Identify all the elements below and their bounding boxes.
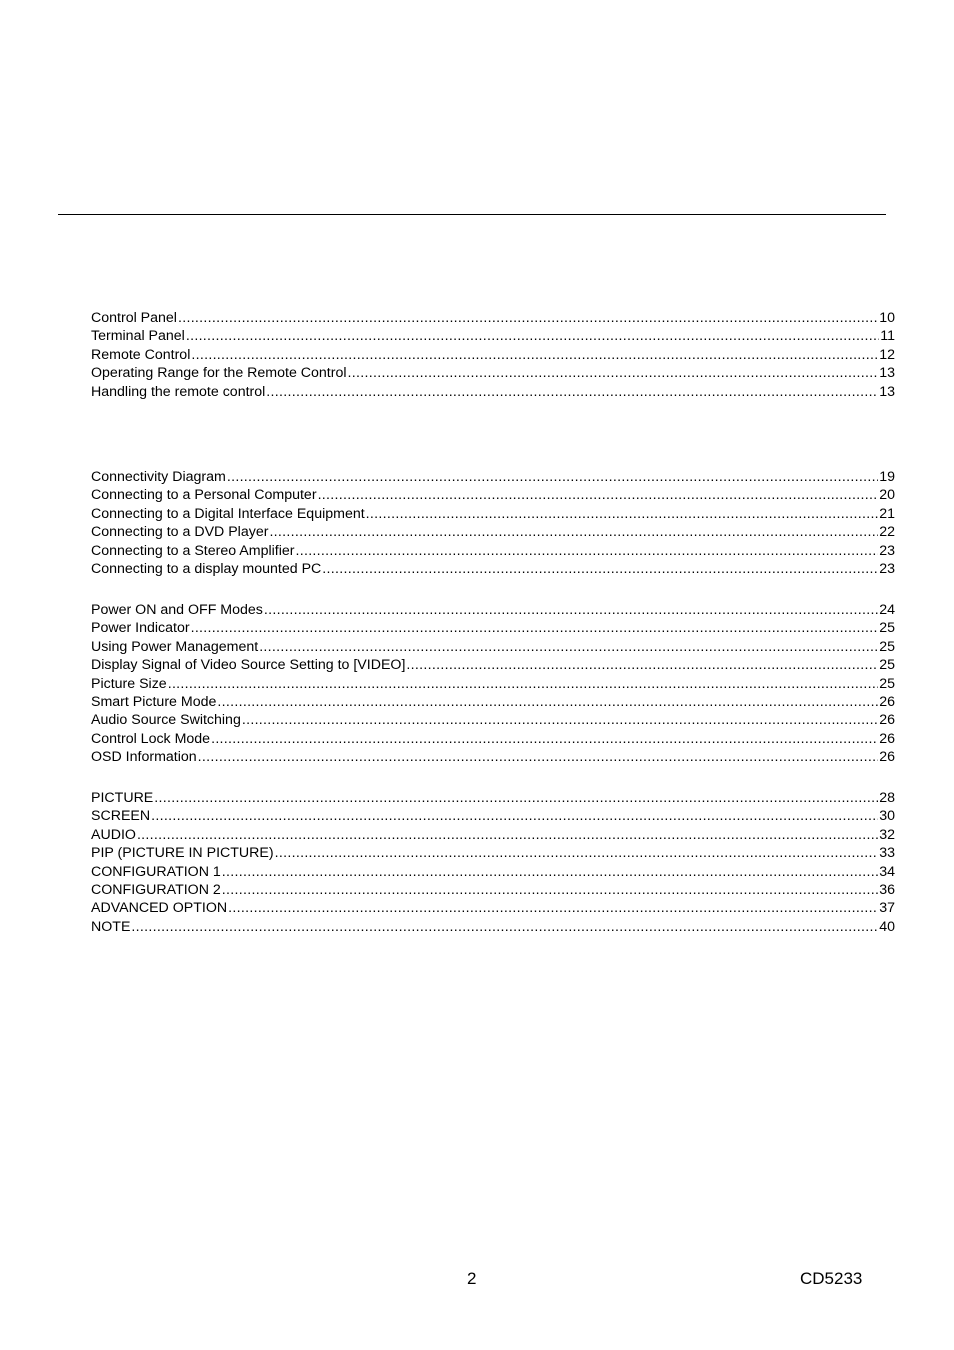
- toc-dot-leader: [269, 523, 878, 541]
- toc-entry: [91, 899, 895, 917]
- toc-dot-leader: [131, 918, 878, 936]
- toc-entry-label: Operating Range for the Remote Control: [91, 365, 347, 382]
- toc-dot-leader: [211, 730, 878, 748]
- toc-dot-leader: [322, 560, 878, 578]
- toc-dot-leader: [198, 748, 879, 766]
- toc-entry: [91, 693, 895, 711]
- toc-dot-leader: [266, 383, 878, 401]
- toc-dot-leader: [295, 542, 878, 560]
- toc-entry-label: NOTE: [91, 918, 131, 935]
- toc-entry: [91, 468, 895, 486]
- toc-entry-page: 37: [879, 900, 895, 917]
- toc-entry-page: 30: [879, 808, 895, 825]
- toc-entry-label: Connecting to a Stereo Amplifier: [91, 542, 295, 559]
- toc-entry-page: 25: [879, 638, 895, 655]
- toc-entry-page: 20: [879, 487, 895, 504]
- toc-entry-page: 23: [879, 560, 895, 577]
- toc-entry-label: SCREEN: [91, 808, 151, 825]
- toc-entry-label: Connecting to a display mounted PC: [91, 560, 322, 577]
- footer-page-number: 2: [467, 1269, 477, 1288]
- toc-dot-leader: [406, 656, 878, 674]
- toc-entry-page: 12: [879, 346, 895, 363]
- toc-entry-label: Control Lock Mode: [91, 730, 211, 747]
- toc-entry: [91, 542, 895, 560]
- toc-entry-page: 10: [879, 310, 895, 326]
- toc-entry-label: CONFIGURATION 2: [91, 881, 221, 898]
- footer-model-name: CD5233: [800, 1269, 863, 1288]
- toc-entry-page: 21: [879, 505, 895, 522]
- toc-section-basic-operation: [91, 601, 895, 767]
- header-rule: [58, 214, 886, 215]
- toc-entry-page: 24: [879, 602, 895, 618]
- toc-entry-page: 19: [879, 469, 895, 485]
- toc-entry-label: OSD Information: [91, 749, 197, 766]
- toc-entry: [91, 619, 895, 637]
- toc-dot-leader: [242, 711, 878, 729]
- toc-entry-label: Audio Source Switching: [91, 712, 241, 729]
- toc-section-connections: [91, 468, 895, 578]
- toc-entry-label: Display Signal of Video Source Setting to [VIDEO]: [91, 657, 406, 674]
- toc-entry: [91, 730, 895, 748]
- toc-entry: [91, 881, 895, 899]
- toc-dot-leader: [348, 364, 879, 382]
- toc-entry-label: Power ON and OFF Modes: [91, 602, 263, 618]
- toc-entry-page: 13: [879, 365, 895, 382]
- toc-entry: [91, 383, 895, 401]
- toc-entry-page: 40: [879, 918, 895, 935]
- toc-entry: [91, 711, 895, 729]
- toc-entry: [91, 656, 895, 674]
- toc-entry: [91, 309, 895, 327]
- toc-entry-page: 25: [879, 675, 895, 692]
- toc-entry: [91, 346, 895, 364]
- toc-dot-leader: [228, 899, 878, 917]
- toc-entry-page: 32: [879, 826, 895, 843]
- toc-entry-page: 26: [879, 712, 895, 729]
- toc-dot-leader: [259, 638, 878, 656]
- toc-entry-page: 26: [879, 730, 895, 747]
- toc-entry: [91, 560, 895, 578]
- toc-entry-label: Connecting to a Digital Interface Equipment: [91, 505, 365, 522]
- toc-dot-leader: [275, 844, 879, 862]
- toc-entry-label: Remote Control: [91, 346, 191, 363]
- toc-entry-label: Terminal Panel: [91, 328, 185, 345]
- toc-entry: [91, 327, 895, 345]
- toc-entry-label: Control Panel: [91, 310, 177, 326]
- toc-dot-leader: [366, 505, 879, 523]
- toc-dot-leader: [318, 486, 879, 504]
- toc-entry: [91, 486, 895, 504]
- toc-entry: [91, 826, 895, 844]
- toc-entry: [91, 789, 895, 807]
- toc-dot-leader: [168, 675, 879, 693]
- toc-entry: [91, 505, 895, 523]
- toc-entry-page: 22: [879, 524, 895, 541]
- toc-entry-label: Smart Picture Mode: [91, 693, 217, 710]
- toc-entry-label: Connecting to a DVD Player: [91, 524, 269, 541]
- toc-entry-label: PICTURE: [91, 790, 154, 806]
- toc-entry-page: 13: [879, 383, 895, 400]
- toc-entry-page: 26: [879, 749, 895, 766]
- toc-entry: [91, 863, 895, 881]
- toc-entry-label: CONFIGURATION 1: [91, 863, 221, 880]
- toc-dot-leader: [217, 693, 878, 711]
- toc-entry-label: ADVANCED OPTION: [91, 900, 228, 917]
- toc-dot-leader: [137, 826, 878, 844]
- toc-entry-page: 34: [879, 863, 895, 880]
- toc-entry: [91, 601, 895, 619]
- toc-entry: [91, 807, 895, 825]
- toc-entry: [91, 523, 895, 541]
- toc-entry-label: Connecting to a Personal Computer: [91, 487, 317, 504]
- toc-dot-leader: [186, 327, 879, 345]
- toc-entry-label: Using Power Management: [91, 638, 259, 655]
- toc-entry: [91, 638, 895, 656]
- toc-entry-label: Power Indicator: [91, 620, 190, 637]
- toc-entry-label: Picture Size: [91, 675, 167, 692]
- toc-entry-label: Connectivity Diagram: [91, 469, 226, 485]
- toc-entry-page: 11: [880, 328, 895, 345]
- toc-entry: [91, 748, 895, 766]
- toc-section-controls: [91, 309, 895, 401]
- toc-entry-page: 33: [879, 845, 895, 862]
- toc-dot-leader: [151, 807, 878, 825]
- toc-entry-page: 25: [879, 657, 895, 674]
- toc-entry-label: AUDIO: [91, 826, 136, 843]
- toc-entry: [91, 675, 895, 693]
- toc-dot-leader: [264, 601, 878, 619]
- toc-dot-leader: [178, 309, 878, 327]
- toc-entry: [91, 844, 895, 862]
- toc-entry-label: PIP (PICTURE IN PICTURE): [91, 845, 274, 862]
- toc-dot-leader: [191, 346, 878, 364]
- toc-dot-leader: [227, 468, 878, 486]
- toc-dot-leader: [191, 619, 879, 637]
- toc-entry-page: 25: [879, 620, 895, 637]
- toc-dot-leader: [222, 863, 878, 881]
- toc-entry: [91, 918, 895, 936]
- toc-entry-page: 23: [879, 542, 895, 559]
- toc-entry-page: 36: [879, 881, 895, 898]
- toc-dot-leader: [222, 881, 878, 899]
- toc-entry-page: 28: [879, 790, 895, 806]
- toc-section-osd-controls: [91, 789, 895, 936]
- toc-dot-leader: [154, 789, 878, 807]
- toc-entry-label: Handling the remote control: [91, 383, 266, 400]
- toc-entry-page: 26: [879, 693, 895, 710]
- toc-entry: [91, 364, 895, 382]
